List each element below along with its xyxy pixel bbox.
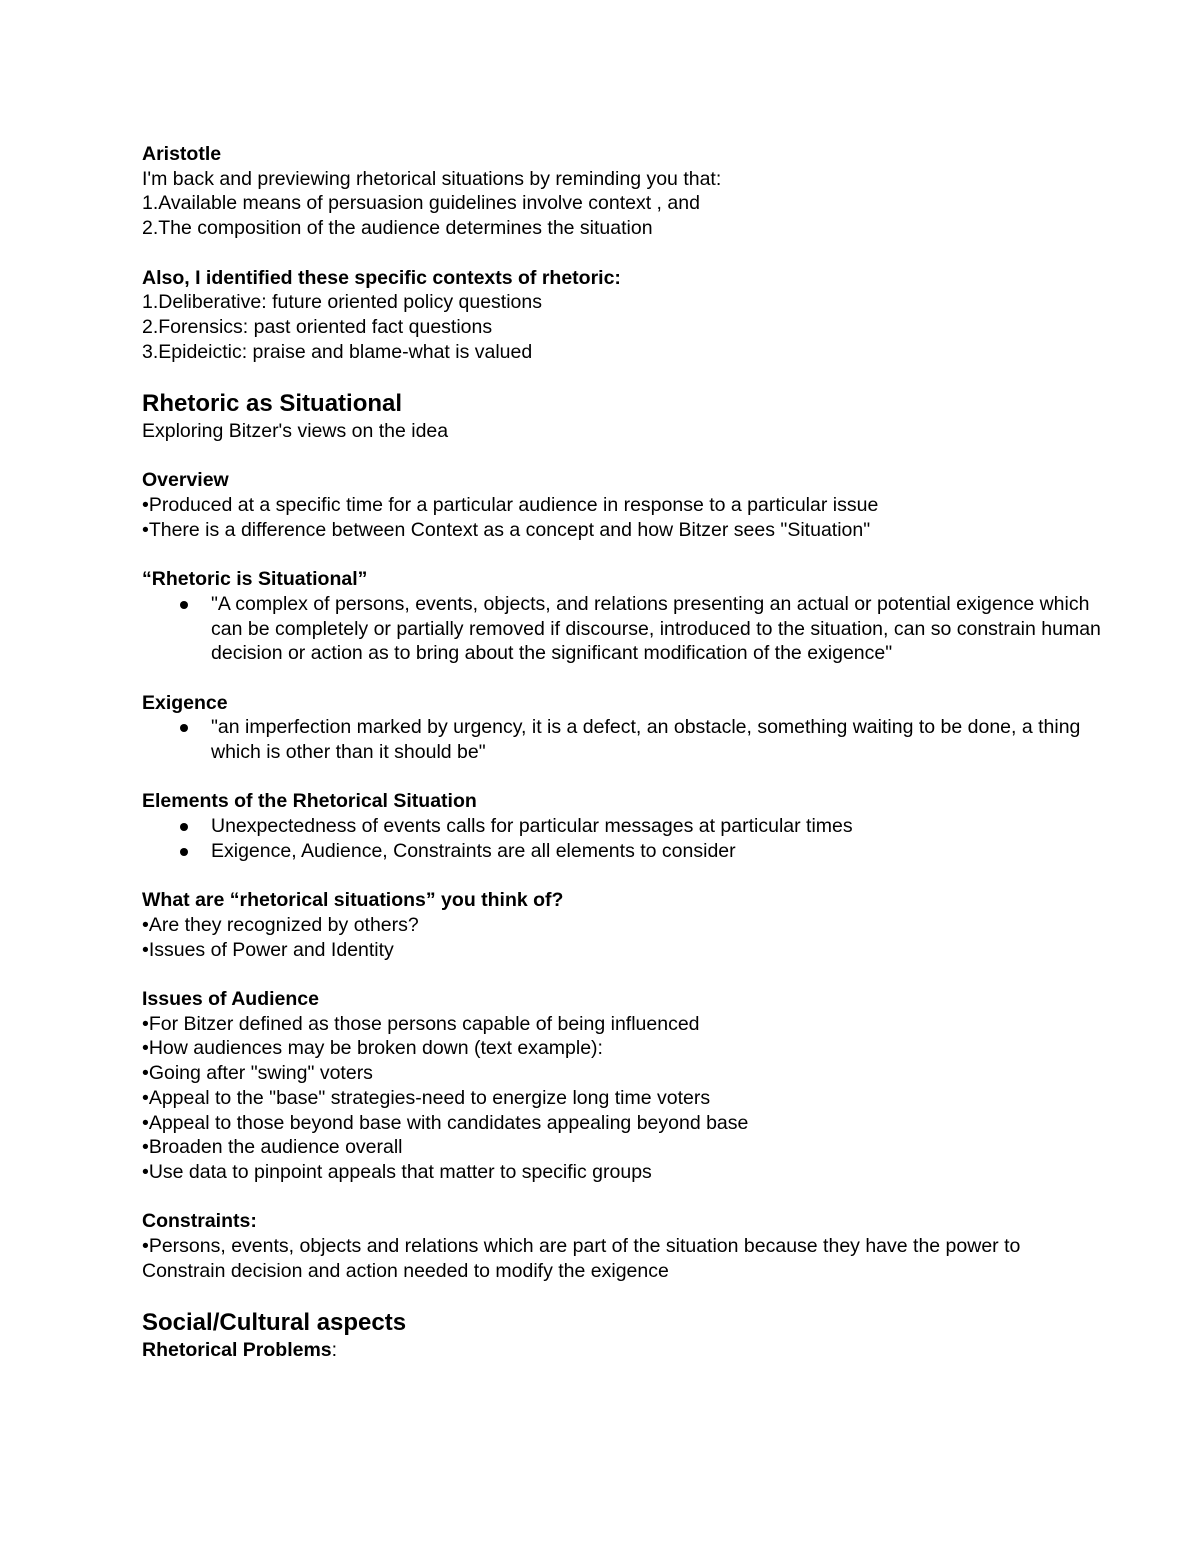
aristotle-item: 1.Available means of persuasion guidelines involve context , and [142, 192, 700, 215]
overview-item: •Produced at a specific time for a particular audience in response to a particular issue [142, 494, 879, 517]
constraints-line: •Persons, events, objects and relations which are part of the situation because they have the power to [142, 1235, 1021, 1258]
contexts-heading: Also, I identified these specific contexts of rhetoric: [142, 266, 621, 289]
quote-line: decision or action as to bring about the significant modification of the exigence" [211, 642, 893, 665]
list-item [142, 592, 1198, 666]
aristotle-item: 2.The composition of the audience determines the situation [142, 217, 653, 240]
list-item [142, 839, 1198, 864]
contexts-item: 1.Deliberative: future oriented policy questions [142, 291, 542, 314]
audience-item: •Broaden the audience overall [142, 1136, 403, 1159]
what-are-item: •Issues of Power and Identity [142, 938, 394, 961]
rhetorical-problems [142, 1338, 1198, 1363]
aristotle-heading: Aristotle [142, 143, 222, 165]
bullet-icon [180, 601, 188, 609]
audience-item: •For Bitzer defined as those persons capable of being influenced [142, 1012, 700, 1035]
overview-item: •There is a difference between Context as a concept and how Bitzer sees "Situation" [142, 518, 871, 541]
contexts-item: 3.Epideictic: praise and blame-what is valued [142, 340, 533, 363]
aristotle-intro: I'm back and previewing rhetorical situations by reminding you that: [142, 167, 722, 190]
overview-heading: Overview [142, 469, 229, 492]
bullet-icon [180, 848, 188, 856]
elements-heading: Elements of the Rhetorical Situation [142, 790, 477, 813]
what-are-heading: What are “rhetorical situations” you think of? [142, 889, 564, 912]
rhetorical-problems-suffix: : [331, 1338, 338, 1361]
rhetorical-problems-label: Rhetorical Problems [142, 1338, 332, 1361]
rhetoric-situational-title: Rhetoric as Situational [142, 390, 403, 417]
elements-item: Exigence, Audience, Constraints are all elements to consider [211, 839, 736, 862]
quote-heading: “Rhetoric is Situational” [142, 568, 368, 591]
elements-list [142, 814, 1198, 863]
exigence-list [142, 715, 1198, 764]
list-item [142, 715, 1198, 764]
exigence-line: which is other than it should be" [211, 741, 486, 764]
bullet-icon [180, 724, 188, 732]
exigence-line: "an imperfection marked by urgency, it is a defect, an obstacle, something waiting to be done, a thing [211, 716, 1081, 739]
document-page [142, 142, 1198, 1362]
quote-line: can be completely or partially removed if discourse, introduced to the situation, can so constrain human [211, 617, 1101, 640]
quote-line: "A complex of persons, events, objects, and relations presenting an actual or potential exigence which [211, 592, 1090, 615]
exigence-heading: Exigence [142, 691, 228, 714]
what-are-item: •Are they recognized by others? [142, 913, 419, 936]
quote-list [142, 592, 1198, 666]
audience-item: •Appeal to the "base" strategies-need to energize long time voters [142, 1086, 711, 1109]
bullet-icon [180, 823, 188, 831]
elements-item: Unexpectedness of events calls for particular messages at particular times [211, 815, 853, 838]
audience-item: •Appeal to those beyond base with candidates appealing beyond base [142, 1111, 749, 1134]
rhetoric-situational-subtitle: Exploring Bitzer's views on the idea [142, 420, 449, 442]
audience-item: •Going after "swing" voters [142, 1062, 373, 1085]
list-item [142, 814, 1198, 839]
social-title: Social/Cultural aspects [142, 1308, 407, 1336]
contexts-item: 2.Forensics: past oriented fact questions [142, 315, 493, 338]
constraints-heading: Constraints: [142, 1210, 257, 1233]
audience-heading: Issues of Audience [142, 988, 319, 1011]
audience-item: •How audiences may be broken down (text example): [142, 1037, 603, 1060]
constraints-line: Constrain decision and action needed to modify the exigence [142, 1259, 669, 1282]
audience-item: •Use data to pinpoint appeals that matter to specific groups [142, 1161, 652, 1183]
